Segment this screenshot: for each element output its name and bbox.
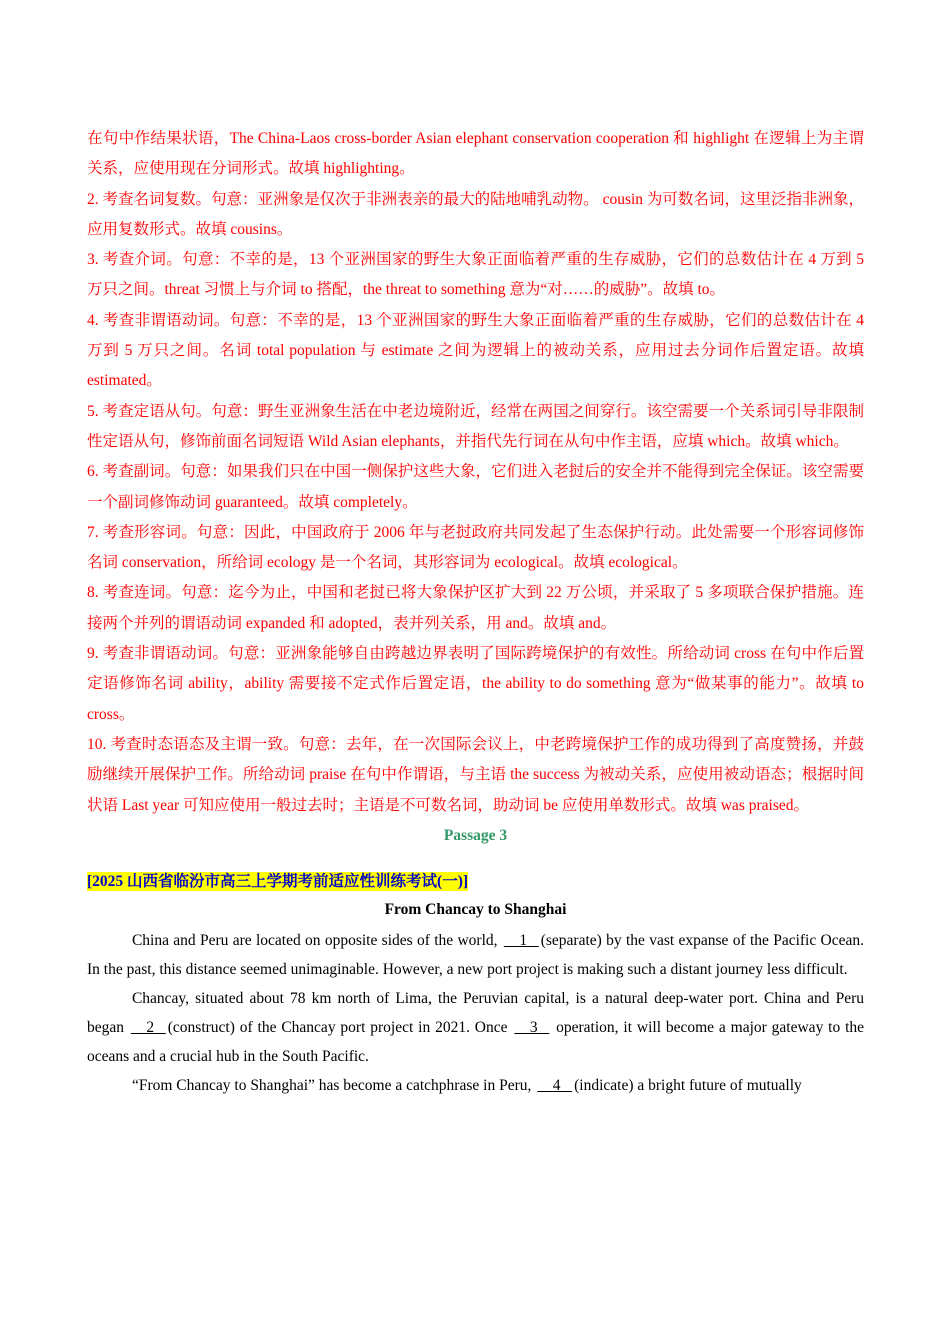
exam-source-tag: [2025 山西省临汾市高三上学期考前适应性训练考试(一)] (87, 872, 469, 890)
paragraph-text: (separate) by the vast expanse of the Pacific Ocean. In the past, this distance seemed unimaginable. However, a new port project is making such a distant journey less difficult. (87, 931, 865, 978)
paragraph-text: operation, it will become a major gateway to the oceans and a crucial hub in the South Pacific. (87, 1018, 865, 1065)
explanation-1: 在句中作结果状语，The China-Laos cross-border Asian elephant conservation cooperation 和 highlight 在逻辑上为主谓关系，应使用现在分词形式。故填 highlighting。 (87, 130, 864, 178)
explanation-3: 3. 考查介词。句意：不幸的是，13 个亚洲国家的野生大象正面临着严重的生存威胁，它们的总数估计在 4 万到 5 万只之间。threat 习惯上与介词 to 搭配，the threat to something 意为“对……的威胁”。故填 to。 (87, 251, 864, 299)
passage-paragraph-2 (87, 984, 864, 1071)
blank-1: 1 (519, 931, 528, 949)
explanation-2: 2. 考查名词复数。句意：亚洲象是仅次于非洲表亲的最大的陆地哺乳动物。 cousin 为可数名词，这里泛指非洲象，应用复数形式。故填 cousins。 (87, 190, 864, 238)
explanation-4: 4. 考查非谓语动词。句意：不幸的是，13 个亚洲国家的野生大象正面临着严重的生存威胁，它们的总数估计在 4 万到 5 万只之间。名词 total population 与 estimate 之间为逻辑上的被动关系，应用过去分词作后置定语。故填 estimated。 (87, 311, 864, 390)
explanation-5: 5. 考查定语从句。句意：野生亚洲象生活在中老边境附近，经常在两国之间穿行。该空需要一个关系词引导非限制性定语从句，修饰前面名词短语 Wild Asian elephants，并指代先行词在从句中作主语，应填 which。故填 which。 (87, 402, 864, 450)
paragraph-text: (construct) of the Chancay port project in 2021. Once (167, 1018, 508, 1036)
paragraph-text: China and Peru are located on opposite sides of the world, (131, 931, 498, 949)
paragraph-text: (indicate) a bright future of mutually (574, 1076, 802, 1094)
explanation-9: 9. 考查非谓语动词。句意：亚洲象能够自由跨越边界表明了国际跨境保护的有效性。所给动词 cross 在句中作后置定语修饰名词 ability，ability 需要接不定式作后置定语，the ability to do something 意为“做某事的能力”。故填 to cross。 (87, 645, 864, 723)
explanation-7: 7. 考查形容词。句意：因此，中国政府于 2006 年与老挝政府共同发起了生态保护行动。此处需要一个形容词修饰名词 conservation，所给词 ecology 是一个名词，其形容词为 ecological。故填 ecological。 (87, 523, 864, 572)
explanation-6: 6. 考查副词。句意：如果我们只在中国一侧保护这些大象，它们进入老挝后的安全并不能得到完全保证。该空需要一个副词修饰动词 guaranteed。故填 completely。 (87, 463, 864, 511)
passage-heading: Passage 3 (443, 826, 508, 844)
passage-paragraph-3 (87, 1071, 864, 1100)
blank-4: 4 (552, 1076, 561, 1094)
blank-3: 3 (529, 1018, 538, 1036)
explanation-8: 8. 考查连词。句意：迄今为止，中国和老挝已将大象保护区扩大到 22 万公顷，并采取了 5 多项联合保护措施。连接两个并列的谓语动词 expanded 和 adopted，表并列关系，用 and。故填 and。 (87, 584, 864, 632)
explanation-10: 10. 考查时态语态及主谓一致。句意：去年，在一次国际会议上，中老跨境保护工作的成功得到了高度赞扬，并鼓励继续开展保护工作。所给动词 praise 在句中作谓语，与主语 the success 为被动关系，应使用被动语态；根据时间状语 Last year 可知应使用一般过去时；主语是不可数名词，助动词 be 应使用单数形式。故填 was praised。 (87, 735, 864, 814)
blank-2: 2 (146, 1018, 155, 1036)
exam-source-line (87, 870, 864, 894)
passage-paragraph-1 (87, 926, 864, 984)
paragraph-text: Chancay, situated about 78 km north of Lima, the Peruvian capital, is a natural deep-water port. China and Peru began (87, 989, 864, 1036)
article-title: From Chancay to Shanghai (384, 900, 567, 918)
document-content (87, 124, 864, 1100)
answer-explanations (87, 124, 864, 821)
paragraph-text: “From Chancay to Shanghai” has become a catchphrase in Peru, (131, 1076, 532, 1094)
